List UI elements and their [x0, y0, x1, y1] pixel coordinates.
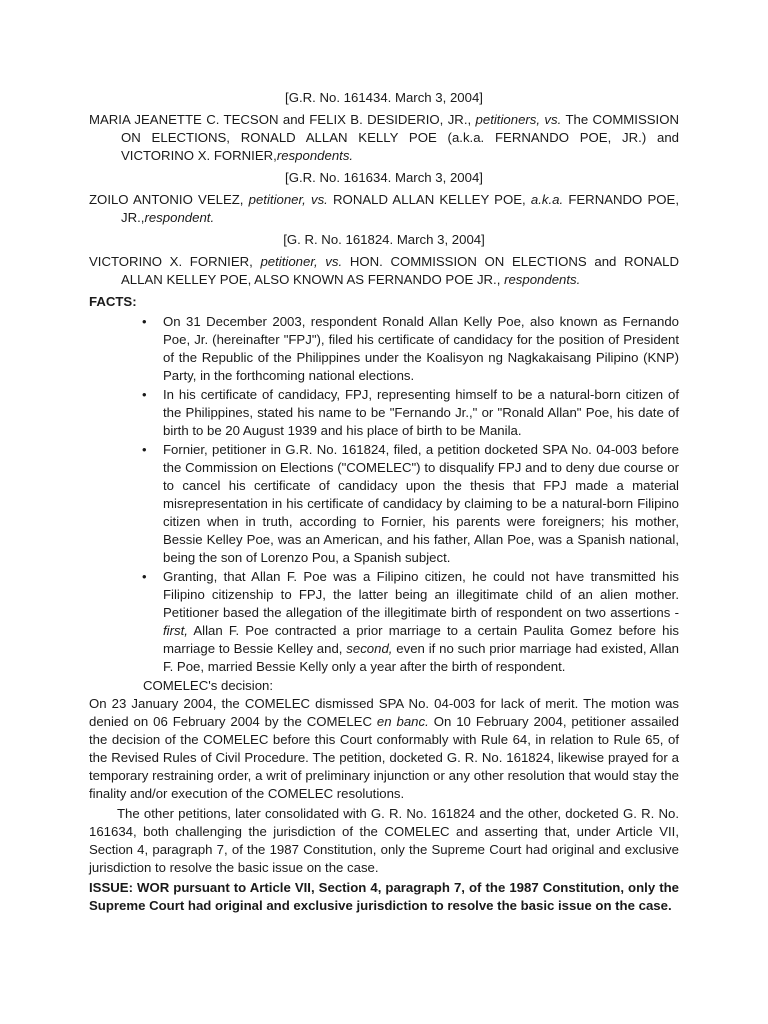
- parties-text: The COMMISSION ON ELECTIONS, RONALD ALLAN KELLY POE (a.k.a. FERNANDO POE, JR.) and VICTORINO X. FORNIER,: [121, 112, 679, 163]
- case-number-2: [G.R. No. 161634. March 3, 2004]: [285, 170, 483, 185]
- decision-heading: COMELEC's decision:: [143, 678, 274, 693]
- fact-text: In his certificate of candidacy, FPJ, representing himself to be a natural-born citizen of the Philippines, stated his name to be "Fernando Jr.," or "Ronald Allan" Poe, his date of birth to be 20 August 1939 and his place of birth to be Manila.: [163, 387, 679, 438]
- parties-text: ZOILO ANTONIO VELEZ,: [89, 192, 249, 207]
- case-parties-3: [89, 253, 679, 289]
- case-number-1: [G.R. No. 161434. March 3, 2004]: [285, 90, 483, 105]
- consolidation-paragraph: The other petitions, later consolidated with G. R. No. 161824 and the other, docketed G. R. No. 161634, both challenging the jurisdiction of the COMELEC and asserting that, under Article VII, Section 4, paragraph 7, of the 1987 Constitution, only the Supreme Court had original and exclusive jurisdiction to resolve the basic issue on the case.: [89, 806, 679, 875]
- party-role: petitioners, vs.: [475, 112, 562, 127]
- list-item: [89, 313, 679, 385]
- facts-heading: FACTS:: [89, 294, 137, 309]
- issue-statement: ISSUE: WOR pursuant to Article VII, Section 4, paragraph 7, of the 1987 Constitution, only the Supreme Court had original and exclusive jurisdiction to resolve the basic issue on the case.: [89, 880, 679, 913]
- emphasis-text: first,: [163, 623, 188, 638]
- parties-text: MARIA JEANETTE C. TECSON and FELIX B. DESIDERIO, JR.,: [89, 112, 476, 127]
- parties-text: RONALD ALLAN KELLEY POE,: [327, 192, 531, 207]
- bullet-icon: •: [142, 569, 147, 584]
- paragraph-text: On 10 February 2004, petitioner assailed the decision of the COMELEC before this Court conformably with Rule 64, in relation to Rule 65, of the Revised Rules of Civil Procedure. The petition, docketed G. R. No. 161824, likewise prayed for a temporary restraining order, a writ of preliminary injunction or any other resolution that would stay the finality and/or execution of the COMELEC resolutions.: [89, 714, 679, 801]
- facts-list: [89, 313, 679, 676]
- emphasis-text: en banc.: [376, 714, 429, 729]
- emphasis-text: second,: [346, 641, 393, 656]
- case-parties-2: [89, 191, 679, 227]
- bullet-icon: •: [142, 314, 147, 329]
- fact-text: Fornier, petitioner in G.R. No. 161824, filed, a petition docketed SPA No. 04-003 before the Commission on Elections ("COMELEC") to disqualify FPJ and to deny due course or to cancel his certificate of candidacy upon the thesis that FPJ made a material misrepresentation in his certificate of candidacy by claiming to be a natural-born Filipino citizen when in truth, according to Fornier, his parents were foreigners; his mother, Bessie Kelley Poe, was an American, and his father, Allan Poe, was a Spanish national, being the son of Lorenzo Pou, a Spanish subject.: [163, 442, 679, 565]
- party-role: a.k.a.: [530, 192, 564, 207]
- party-role: respondents.: [276, 148, 354, 163]
- party-role: petitioner, vs.: [248, 192, 328, 207]
- fact-text: Granting, that Allan F. Poe was a Filipino citizen, he could not have transmitted his Filipino citizenship to FPJ, the latter being an illegitimate child of an alien mother. Petitioner based the allegation of the illegitimate birth of respondent on two assertions -: [163, 569, 679, 620]
- parties-text: FERNANDO POE, JR.,: [121, 192, 679, 225]
- list-item: [89, 441, 679, 567]
- parties-text: HON. COMMISSION ON ELECTIONS and RONALD ALLAN KELLEY POE, ALSO KNOWN AS FERNANDO POE JR.,: [121, 254, 680, 287]
- fact-text: even if no such prior marriage had existed, Allan F. Poe, married Bessie Kelly only a year after the birth of respondent.: [163, 641, 679, 674]
- party-role: respondents.: [504, 272, 581, 287]
- decision-paragraph: [89, 695, 679, 803]
- fact-text: Allan F. Poe contracted a prior marriage to a certain Paulita Gomez before his marriage to Bessie Kelley and,: [163, 623, 679, 656]
- paragraph-text: On 23 January 2004, the COMELEC dismissed SPA No. 04-003 for lack of merit. The motion was denied on 06 February 2004 by the COMELEC: [89, 696, 679, 729]
- parties-text: VICTORINO X. FORNIER,: [89, 254, 261, 269]
- list-item: [89, 568, 679, 676]
- case-parties-1: [89, 111, 679, 165]
- party-role: respondent.: [144, 210, 215, 225]
- party-role: petitioner, vs.: [260, 254, 343, 269]
- bullet-icon: •: [142, 387, 147, 402]
- bullet-icon: •: [142, 442, 147, 457]
- list-item: [89, 386, 679, 440]
- fact-text: On 31 December 2003, respondent Ronald Allan Kelly Poe, also known as Fernando Poe, Jr. (hereinafter "FPJ"), filed his certificate of candidacy for the position of President of the Republic of the Philippines under the Koalisyon ng Nagkakaisang Pilipino (KNP) Party, in the forthcoming national elections.: [163, 314, 679, 383]
- document-page: [89, 88, 679, 915]
- case-number-3: [G. R. No. 161824. March 3, 2004]: [283, 232, 485, 247]
